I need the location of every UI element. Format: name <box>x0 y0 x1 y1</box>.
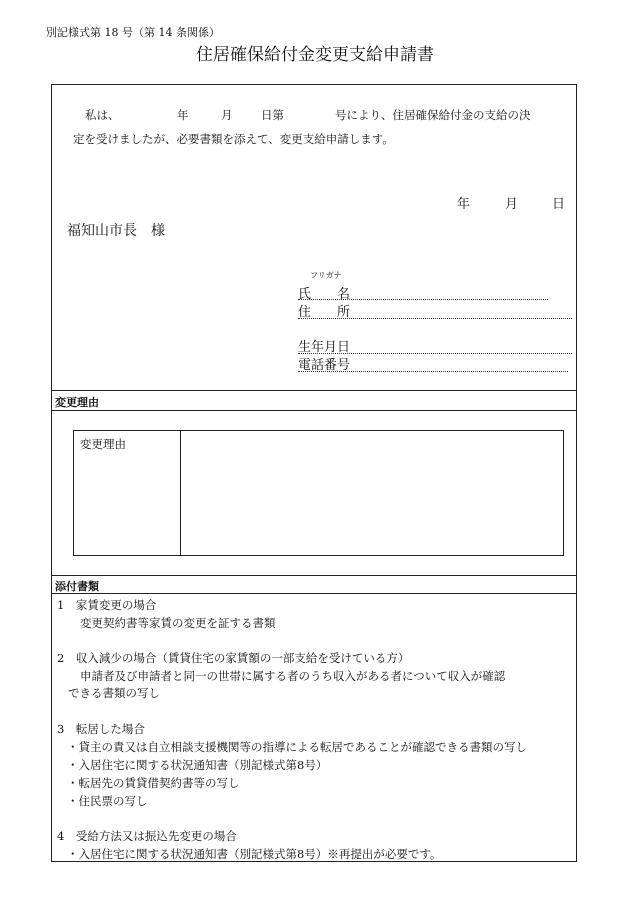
change-reason-box-label: 変更理由 <box>80 437 126 451</box>
form-title: 住居確保給付金変更支給申請書 <box>196 45 434 65</box>
attachment-item-3-bullet: ・入居住宅に関する状況通知書（別記様式第8号） <box>67 758 328 772</box>
attachment-item-3-bullet: ・貸主の責又は自立相談支援機関等の指導による転居であることが確認できる書類の写し <box>67 740 527 754</box>
addressee: 福知山市長 様 <box>67 223 165 239</box>
change-reason-input[interactable] <box>182 433 560 551</box>
divider <box>52 410 576 411</box>
decision-month-label: 月 <box>221 108 233 122</box>
change-reason-section-label: 変更理由 <box>55 396 99 409</box>
attachment-item-4-heading: 4 受給方法又は振込先変更の場合 <box>57 829 237 843</box>
name-field[interactable] <box>298 299 548 300</box>
divider <box>52 390 576 391</box>
attachment-item-2-heading: 2 収入減少の場合（賃貸住宅の家賃額の一部支給を受けている方） <box>57 651 410 665</box>
statement-line2: 定を受けましたが、必要書類を添えて、変更支給申請します。 <box>73 132 394 146</box>
application-form <box>51 84 577 862</box>
divider <box>52 575 576 576</box>
address-field[interactable] <box>298 318 572 319</box>
furigana-label: フリガナ <box>310 271 342 280</box>
decision-number-text: 号により、住居確保給付金の支給の決 <box>335 108 531 122</box>
attachment-item-3-heading: 3 転居した場合 <box>57 722 145 736</box>
attachment-item-3-bullet: ・住民票の写し <box>67 794 148 808</box>
date-day-label: 日 <box>552 197 566 212</box>
decision-day-label: 日第 <box>261 108 284 122</box>
phone-label: 電話番号 <box>298 358 351 373</box>
divider <box>52 593 576 594</box>
attachment-item-3-bullet: ・転居先の賃貸借契約書等の写し <box>67 776 240 790</box>
phone-field[interactable] <box>298 371 568 372</box>
attachments-section-label: 添付書類 <box>55 580 99 593</box>
birthdate-label: 生年月日 <box>298 340 351 355</box>
statement-watashi: 私は、 <box>85 108 120 122</box>
change-reason-box <box>73 430 564 556</box>
attachment-item-2-body: 申請者及び申請者と同一の世帯に属する者のうち収入がある者について収入が確認 <box>80 669 506 683</box>
attachment-item-2-body: できる書類の写し <box>68 686 160 700</box>
address-label: 住 所 <box>298 305 351 320</box>
decision-year-label: 年 <box>177 108 189 122</box>
form-number-label: 別記様式第 18 号（第 14 条関係） <box>46 26 220 39</box>
date-year-label: 年 <box>457 197 471 212</box>
attachment-item-1-body: 変更契約書等家賃の変更を証する書類 <box>80 616 276 630</box>
date-month-label: 月 <box>505 197 519 212</box>
divider <box>180 431 181 555</box>
attachment-item-4-bullet: ・入居住宅に関する状況通知書（別記様式第8号）※再提出が必要です。 <box>67 847 442 861</box>
name-label: 氏 名 <box>298 287 351 302</box>
attachment-item-1-heading: 1 家賃変更の場合 <box>57 598 157 612</box>
